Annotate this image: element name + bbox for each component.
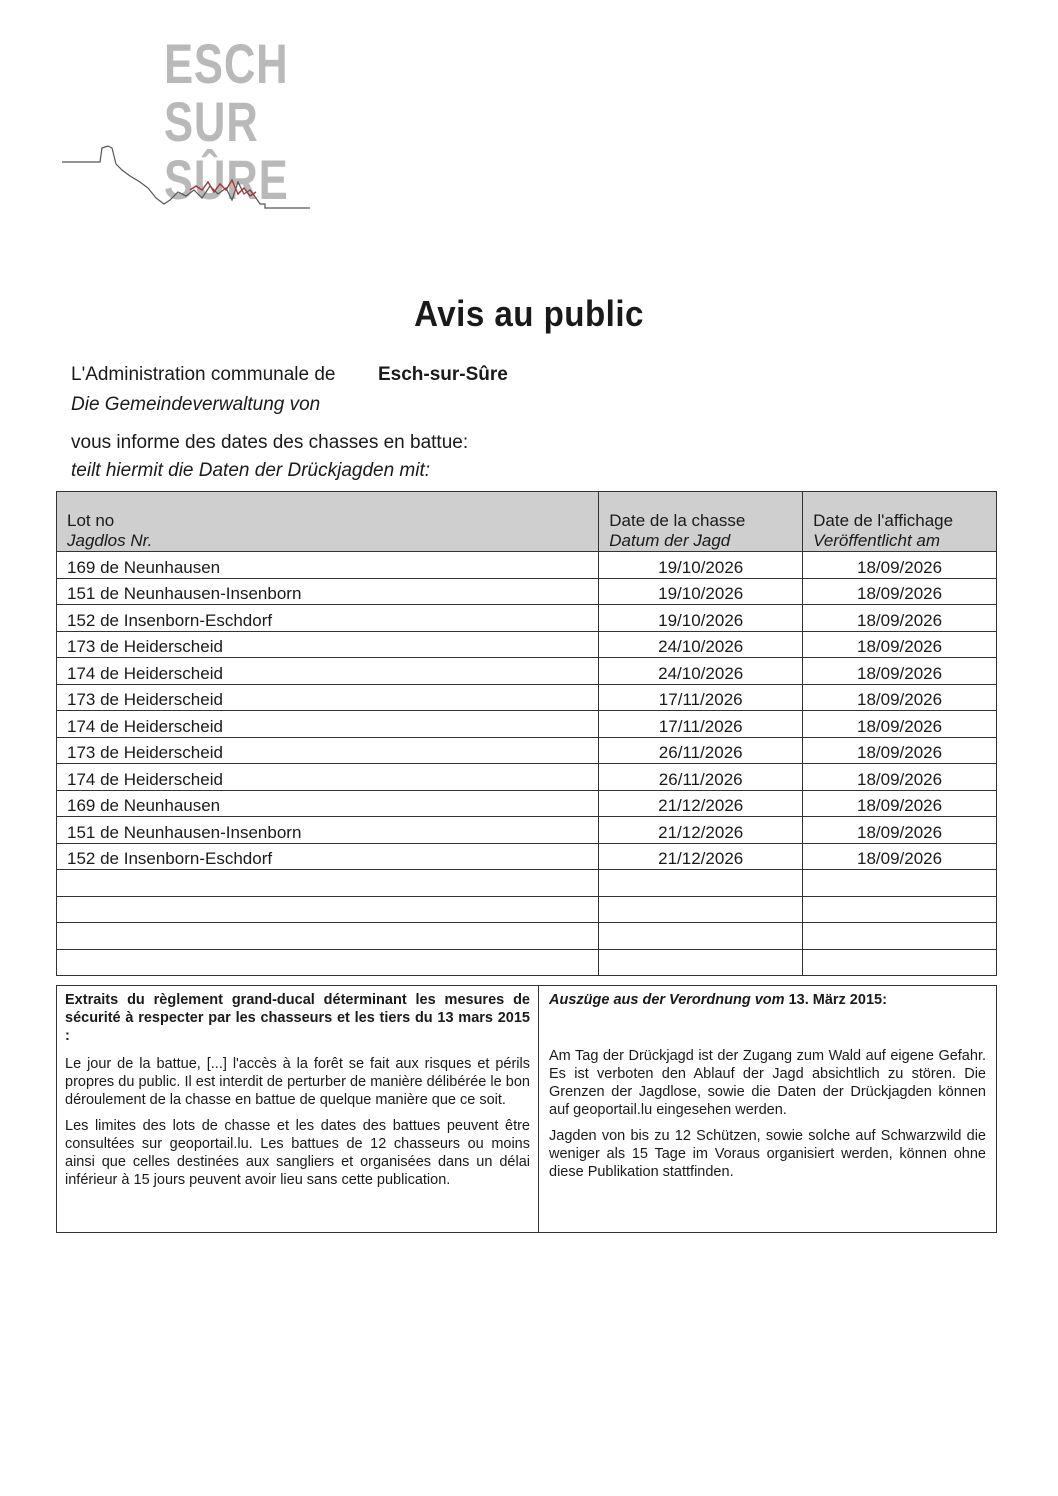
posting-date-cell: 18/09/2026 xyxy=(803,843,997,870)
posting-date-cell: 18/09/2026 xyxy=(803,764,997,791)
table-row xyxy=(57,552,997,579)
header-posting-date-fr: Date de l'affichage xyxy=(813,511,954,530)
empty-table-row xyxy=(57,949,997,976)
commune-logo xyxy=(60,30,320,220)
hunt-date-cell: 24/10/2026 xyxy=(599,631,803,658)
hunt-date-cell: 26/11/2026 xyxy=(599,764,803,791)
extract-fr-paragraph-1: Le jour de la battue, [...] l'accès à la forêt se fait aux risques et périls propres du public. Il est interdit de perturber de manière délibérée le bon déroulement de la chasse en battue de quelque manière que ce soit. xyxy=(65,1056,530,1108)
table-row xyxy=(57,605,997,632)
posting-date-cell: 18/09/2026 xyxy=(803,737,997,764)
extract-de-heading xyxy=(549,991,986,1009)
hunt-dates-table xyxy=(56,491,997,976)
hunt-date-cell: 19/10/2026 xyxy=(599,578,803,605)
table-header-row xyxy=(57,492,997,552)
header-lot xyxy=(57,492,599,552)
hunt-date-cell: 21/12/2026 xyxy=(599,817,803,844)
intro-inform-de: teilt hiermit die Daten der Drückjagden mit: xyxy=(71,460,431,481)
extract-de-heading-label: Auszüge aus der Verordnung vom xyxy=(549,992,785,1008)
table-row xyxy=(57,658,997,685)
header-hunt-date xyxy=(599,492,803,552)
hunt-date-cell: 21/12/2026 xyxy=(599,843,803,870)
logo-line-3: SÛRE xyxy=(164,148,289,211)
extract-de-paragraph-2: Jagden von bis zu 12 Schützen, sowie solche auf Schwarzwild die weniger als 15 Tage im Voraus organisiert werden, können ohne diese Publikation stattfinden. xyxy=(549,1128,986,1180)
lot-cell: 174 de Heiderscheid xyxy=(57,658,599,685)
lot-cell: 151 de Neunhausen-Insenborn xyxy=(57,578,599,605)
lot-cell: 173 de Heiderscheid xyxy=(57,737,599,764)
logo-line-2: SUR xyxy=(164,90,259,153)
posting-date-cell: 18/09/2026 xyxy=(803,658,997,685)
logo-skyline-icon xyxy=(60,30,320,220)
lot-cell: 151 de Neunhausen-Insenborn xyxy=(57,817,599,844)
intro-inform-fr: vous informe des dates des chasses en battue: xyxy=(71,432,469,453)
header-lot-fr: Lot no xyxy=(67,511,115,530)
table-row xyxy=(57,684,997,711)
hunt-date-cell: 17/11/2026 xyxy=(599,684,803,711)
table-row xyxy=(57,631,997,658)
posting-date-cell: 18/09/2026 xyxy=(803,711,997,738)
header-hunt-date-de: Datum der Jagd xyxy=(609,531,731,550)
table-row xyxy=(57,817,997,844)
commune-name: Esch-sur-Sûre xyxy=(378,364,508,385)
table-row xyxy=(57,737,997,764)
table-row xyxy=(57,764,997,791)
lot-cell: 174 de Heiderscheid xyxy=(57,711,599,738)
extract-fr-paragraph-2: Les limites des lots de chasse et les dates des battues peuvent être consultées sur geoportail.lu. Les battues de 12 chasseurs ou moins ainsi que celles destinées aux sangliers et organisées dans un délai inférieur à 15 jours peuvent avoir lieu sans cette publication. xyxy=(65,1118,530,1188)
table-row xyxy=(57,843,997,870)
regulation-extracts-box xyxy=(56,985,997,1233)
header-posting-date-de: Veröffentlicht am xyxy=(813,531,941,550)
posting-date-cell: 18/09/2026 xyxy=(803,790,997,817)
intro-admin-de: Die Gemeindeverwaltung von xyxy=(71,394,321,415)
page-title: Avis au public xyxy=(414,293,644,334)
extract-german-column xyxy=(539,986,996,1232)
lot-cell: 152 de Insenborn-Eschdorf xyxy=(57,605,599,632)
table-row xyxy=(57,711,997,738)
empty-table-row xyxy=(57,923,997,950)
lot-cell: 169 de Neunhausen xyxy=(57,790,599,817)
lot-cell: 174 de Heiderscheid xyxy=(57,764,599,791)
table-row xyxy=(57,578,997,605)
extract-fr-heading: Extraits du règlement grand-ducal déterminant les mesures de sécurité à respecter par les chasseurs et les tiers du 13 mars 2015 : xyxy=(65,992,530,1044)
empty-table-row xyxy=(57,896,997,923)
extract-de-paragraph-1: Am Tag der Drückjagd ist der Zugang zum Wald auf eigene Gefahr. Es ist verboten den Ablauf der Jagd absichtlich zu stören. Die Grenzen der Jagdlose, sowie die Daten der Drückjagden können auf geoportail.lu eingesehen werden. xyxy=(549,1048,986,1118)
posting-date-cell: 18/09/2026 xyxy=(803,631,997,658)
posting-date-cell: 18/09/2026 xyxy=(803,578,997,605)
hunt-date-cell: 24/10/2026 xyxy=(599,658,803,685)
posting-date-cell: 18/09/2026 xyxy=(803,605,997,632)
empty-table-row xyxy=(57,870,997,897)
header-lot-de: Jagdlos Nr. xyxy=(67,531,153,550)
logo-line-1: ESCH xyxy=(164,32,289,95)
header-posting-date xyxy=(803,492,997,552)
hunt-date-cell: 26/11/2026 xyxy=(599,737,803,764)
posting-date-cell: 18/09/2026 xyxy=(803,684,997,711)
header-hunt-date-fr: Date de la chasse xyxy=(609,511,746,530)
posting-date-cell: 18/09/2026 xyxy=(803,817,997,844)
lot-cell: 169 de Neunhausen xyxy=(57,552,599,579)
lot-cell: 173 de Heiderscheid xyxy=(57,684,599,711)
extract-french-column xyxy=(57,986,539,1232)
extract-de-heading-date: 13. März 2015: xyxy=(788,992,887,1008)
table-row xyxy=(57,790,997,817)
lot-cell: 173 de Heiderscheid xyxy=(57,631,599,658)
intro-admin-fr: L'Administration communale de xyxy=(71,364,336,385)
hunt-date-cell: 19/10/2026 xyxy=(599,552,803,579)
hunt-date-cell: 21/12/2026 xyxy=(599,790,803,817)
hunt-date-cell: 17/11/2026 xyxy=(599,711,803,738)
posting-date-cell: 18/09/2026 xyxy=(803,552,997,579)
lot-cell: 152 de Insenborn-Eschdorf xyxy=(57,843,599,870)
hunt-date-cell: 19/10/2026 xyxy=(599,605,803,632)
